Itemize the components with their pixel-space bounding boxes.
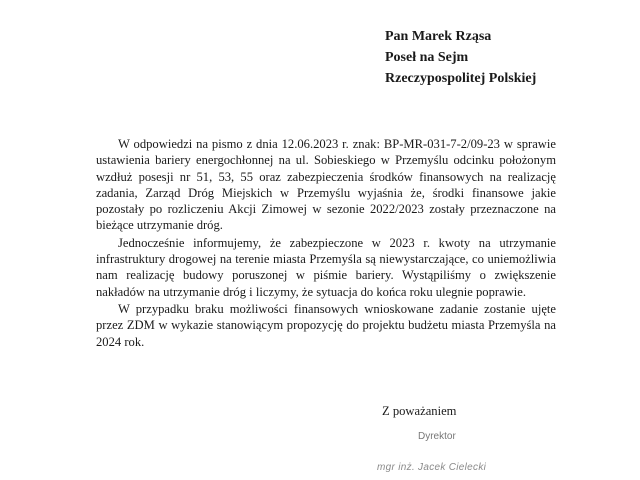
- body-paragraph-2: Jednocześnie informujemy, że zabezpieczone w 2023 r. kwoty na utrzymanie infrastruktury drogowej na terenie miasta Przemyśla są niewystarczające, co uniemożliwia nam realizację budowy poruszonej w piśmie bariery. Wystąpiliśmy o zwiększenie nakładów na utrzymanie dróg i liczymy, że sytuacja do końca roku ulegnie poprawie.: [96, 235, 556, 299]
- closing-salutation: Z poważaniem: [382, 404, 457, 418]
- addressee-title: Poseł na Sejm: [385, 50, 469, 65]
- body-paragraph-3: W przypadku braku możliwości finansowych wnioskowane zadanie zostanie ujęte przez ZDM w wykazie stanowiącym propozycję do projektu budżetu miasta Przemyśla na 2024 rok.: [96, 301, 556, 349]
- signer-name-stamp: mgr inż. Jacek Cielecki: [377, 462, 487, 473]
- addressee-institution: Rzeczypospolitej Polskiej: [385, 71, 537, 86]
- body-paragraph-1: W odpowiedzi na pismo z dnia 12.06.2023 r. znak: BP-MR-031-7-2/09-23 w sprawie ustawienia bariery energochłonnej na ul. Sobieskiego w Przemyślu odcinku położonym wzdłuż posesji nr 51, 53, 55 oraz zabezpieczenia środków finansowych na realizację zadania, Zarząd Dróg Miejskich w Przemyślu wyjaśnia że, środki finansowe jakie pozostały po rozliczeniu Akcji Zimowej w sezonie 2022/2023 zostały przeznaczone na bieżące utrzymanie dróg.: [96, 137, 556, 233]
- letter-body: [96, 136, 556, 351]
- addressee-block: [385, 26, 536, 89]
- addressee-name: Pan Marek Rząsa: [385, 29, 492, 44]
- signer-role-stamp: Dyrektor: [418, 431, 456, 442]
